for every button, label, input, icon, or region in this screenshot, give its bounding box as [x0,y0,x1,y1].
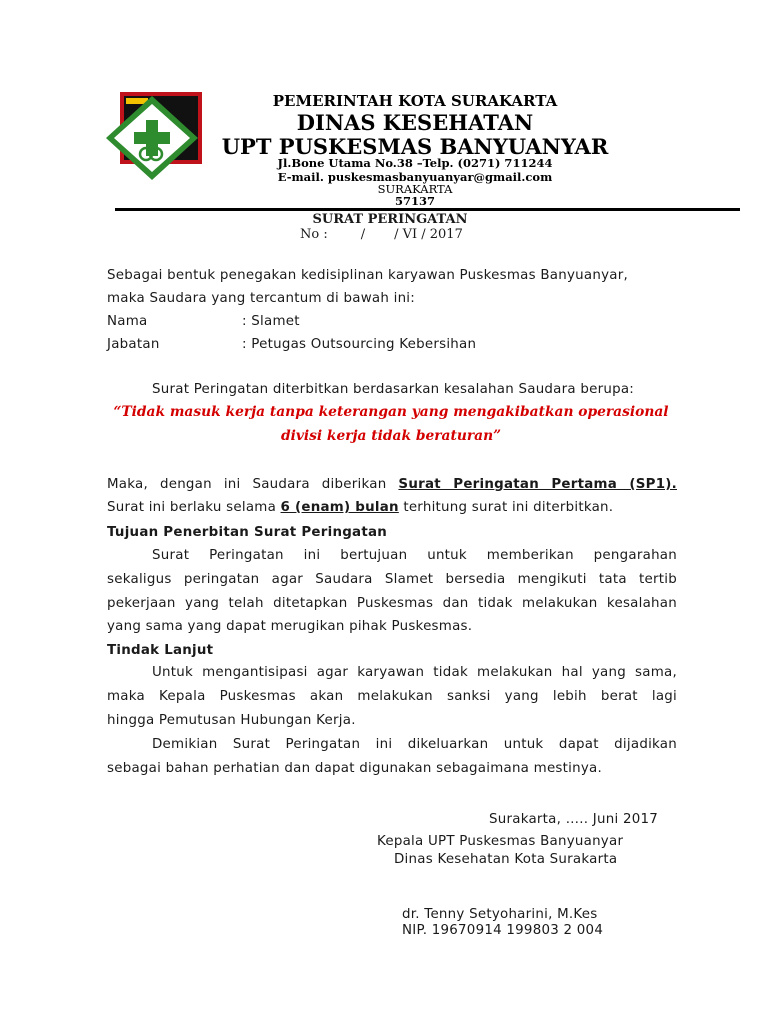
violation-lead: Surat Peringatan diterbitkan berdasarkan kesalahan Saudara berupa: [152,382,635,397]
sanction-sp1: Surat Peringatan Pertama (SP1). [398,477,677,492]
header-email: E-mail. puskesmasbanyuanyar@gmail.com [277,170,553,184]
violation-quote-line-1: “Tidak masuk kerja tanpa keterangan yang mengakibatkan operasional [113,404,669,420]
letter-number: No : / / VI / 2017 [300,227,463,242]
letter-title: SURAT PERINGATAN [312,212,468,227]
header-government: PEMERINTAH KOTA SURAKARTA [272,92,558,110]
purpose-line-1: Surat Peringatan ini bertujuan untuk memberikan pengarahan [152,548,677,563]
sanction-line-1-text: Maka, dengan ini Saudara diberikan [107,477,399,492]
purpose-line-2: sekaligus peringatan agar Saudara Slamet bersedia mengikuti tata tertib [107,572,677,587]
header-institution: UPT PUSKESMAS BANYUANYAR [221,134,609,159]
violation-quote-line-2: divisi kerja tidak beraturan” [280,428,502,444]
signature-place-date: Surakarta, ….. Juni 2017 [489,812,659,827]
header-divider [115,208,740,211]
name-label: Nama [107,314,148,329]
purpose-heading: Tujuan Penerbitan Surat Peringatan [107,525,388,540]
closing-line-1: Demikian Surat Peringatan ini dikeluarkan untuk dapat dijadikan [152,737,677,752]
followup-heading: Tindak Lanjut [107,643,214,658]
sanction-line-2 [107,498,613,517]
header-postal-code: 57137 [394,194,435,208]
puskesmas-logo [106,92,202,184]
followup-line-1: Untuk mengantisipasi agar karyawan tidak melakukan hal yang sama, [152,665,677,680]
signature-nip: NIP. 19670914 199803 2 004 [402,923,604,938]
header-address: Jl.Bone Utama No.38 –Telp. (0271) 711244 [277,156,553,170]
position-label: Jabatan [107,337,160,352]
header-city: SURAKARTA [377,182,453,196]
signature-name: dr. Tenny Setyoharini, M.Kes [402,907,598,922]
signature-role-2: Dinas Kesehatan Kota Surakarta [394,852,618,867]
purpose-line-4: yang sama yang dapat merugikan pihak Puskesmas. [107,619,473,634]
signature-role-1: Kepala UPT Puskesmas Banyuanyar [377,834,624,849]
intro-line-2: maka Saudara yang tercantum di bawah ini: [107,291,416,306]
sanction-line-1 [107,475,677,494]
sanction-line-2-tail: terhitung surat ini diterbitkan. [398,500,614,515]
sanction-line-2-text: Surat ini berlaku selama [107,500,281,515]
sanction-duration: 6 (enam) bulan [280,500,399,515]
followup-line-2: maka Kepala Puskesmas akan melakukan sanksi yang lebih berat lagi [107,689,677,704]
purpose-line-3: pekerjaan yang telah ditetapkan Puskesmas dan tidak melakukan kesalahan [107,596,677,611]
followup-line-3: hingga Pemutusan Hubungan Kerja. [107,713,356,728]
intro-line-1: Sebagai bentuk penegakan kedisiplinan karyawan Puskesmas Banyuanyar, [107,268,628,283]
closing-line-2: sebagai bahan perhatian dan dapat digunakan sebagaimana mestinya. [107,761,602,776]
name-value: : Slamet [242,314,300,329]
header-department: DINAS KESEHATAN [296,110,534,135]
position-value: : Petugas Outsourcing Kebersihan [242,337,477,352]
